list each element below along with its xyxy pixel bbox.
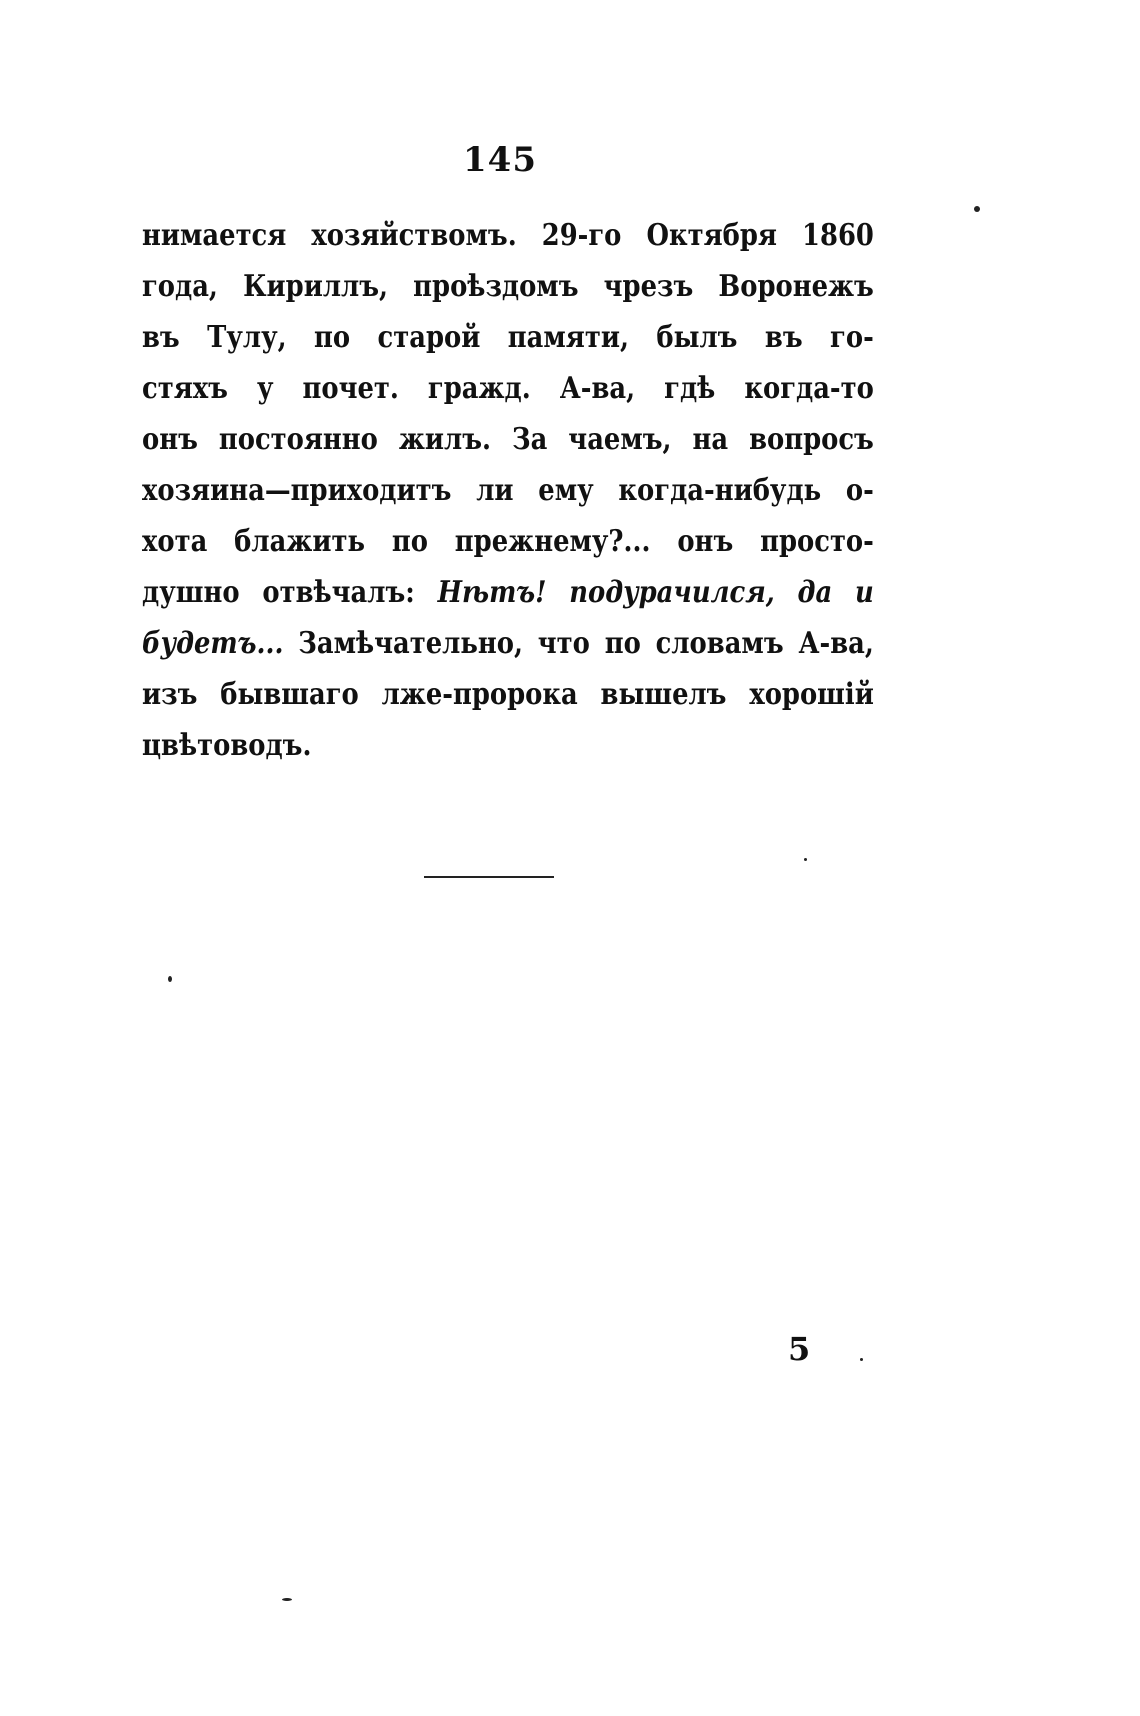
text-line (142, 516, 874, 567)
word: когда-то (744, 371, 874, 406)
word: чрезъ (603, 269, 694, 304)
text-line (142, 414, 874, 465)
word: постоянно (218, 422, 378, 457)
word: по (604, 626, 641, 661)
word: стяхъ (142, 371, 228, 406)
word: по (391, 524, 428, 559)
word: Замѣчательно, (298, 626, 523, 661)
word: почет. (302, 371, 399, 406)
word: А-ва, (559, 371, 636, 406)
body-text (142, 210, 874, 771)
word: отвѣчалъ: (262, 575, 415, 610)
word: былъ (656, 320, 738, 355)
word: да (797, 575, 833, 610)
word: когда-нибудь (618, 473, 822, 508)
scan-speck (804, 858, 807, 861)
word: жилъ. (398, 422, 492, 457)
word: Тулу, (207, 320, 287, 355)
word: года, (142, 269, 218, 304)
text-line (142, 312, 874, 363)
word: въ (764, 320, 803, 355)
scan-speck (974, 206, 980, 212)
scan-speck (860, 1358, 863, 1361)
scan-speck (282, 1598, 292, 1601)
word: у (256, 371, 274, 406)
word: го- (830, 320, 874, 355)
word: старой (377, 320, 481, 355)
text-line (142, 261, 874, 312)
text-line (142, 465, 874, 516)
word: За (512, 422, 548, 457)
text-line (142, 618, 874, 669)
word: что (537, 626, 590, 661)
word: ему (538, 473, 594, 508)
word: 29-го (541, 218, 622, 253)
scan-speck (168, 976, 172, 982)
word: просто- (760, 524, 874, 559)
word: хорошій (749, 677, 874, 712)
word: гдѣ (664, 371, 716, 406)
word: 1860 (802, 218, 874, 253)
word: на (692, 422, 729, 457)
word: блажить (234, 524, 365, 559)
word: ли (476, 473, 514, 508)
word: вопросъ (749, 422, 874, 457)
text-line (142, 567, 874, 618)
word: хозяйствомъ. (311, 218, 517, 253)
word: о- (845, 473, 874, 508)
word: памяти, (507, 320, 629, 355)
signature-mark: 5 (788, 1330, 811, 1368)
word: Воронежъ (718, 269, 874, 304)
text-line (142, 363, 874, 414)
word: душно (142, 575, 240, 610)
word: и (855, 575, 874, 610)
word: чаемъ, (568, 422, 672, 457)
word: нимается (142, 218, 287, 253)
text-line (142, 669, 874, 720)
word: онъ (677, 524, 734, 559)
word: вышелъ (600, 677, 727, 712)
word: прежнему?... (454, 524, 651, 559)
word: по (314, 320, 351, 355)
word: онъ (142, 422, 198, 457)
word: въ (142, 320, 180, 355)
page-number: 145 (463, 140, 537, 180)
word: проѣздомъ (413, 269, 579, 304)
word: Октября (646, 218, 777, 253)
text-line (142, 210, 874, 261)
word: лже-пророка (381, 677, 578, 712)
word: хозяина—приходитъ (142, 473, 452, 508)
word: подурачился, (569, 575, 775, 610)
word: гражд. (427, 371, 531, 406)
word: словамъ (655, 626, 784, 661)
word: изъ (142, 677, 198, 712)
word: будетъ... (142, 626, 284, 661)
word: А-ва, (798, 626, 874, 661)
word: Кириллъ, (243, 269, 389, 304)
section-divider (424, 876, 554, 878)
text-line (142, 720, 874, 771)
word: цвѣтоводъ. (142, 728, 312, 763)
word: бывшаго (220, 677, 359, 712)
word: хота (142, 524, 208, 559)
word: Нѣтъ! (437, 575, 547, 610)
